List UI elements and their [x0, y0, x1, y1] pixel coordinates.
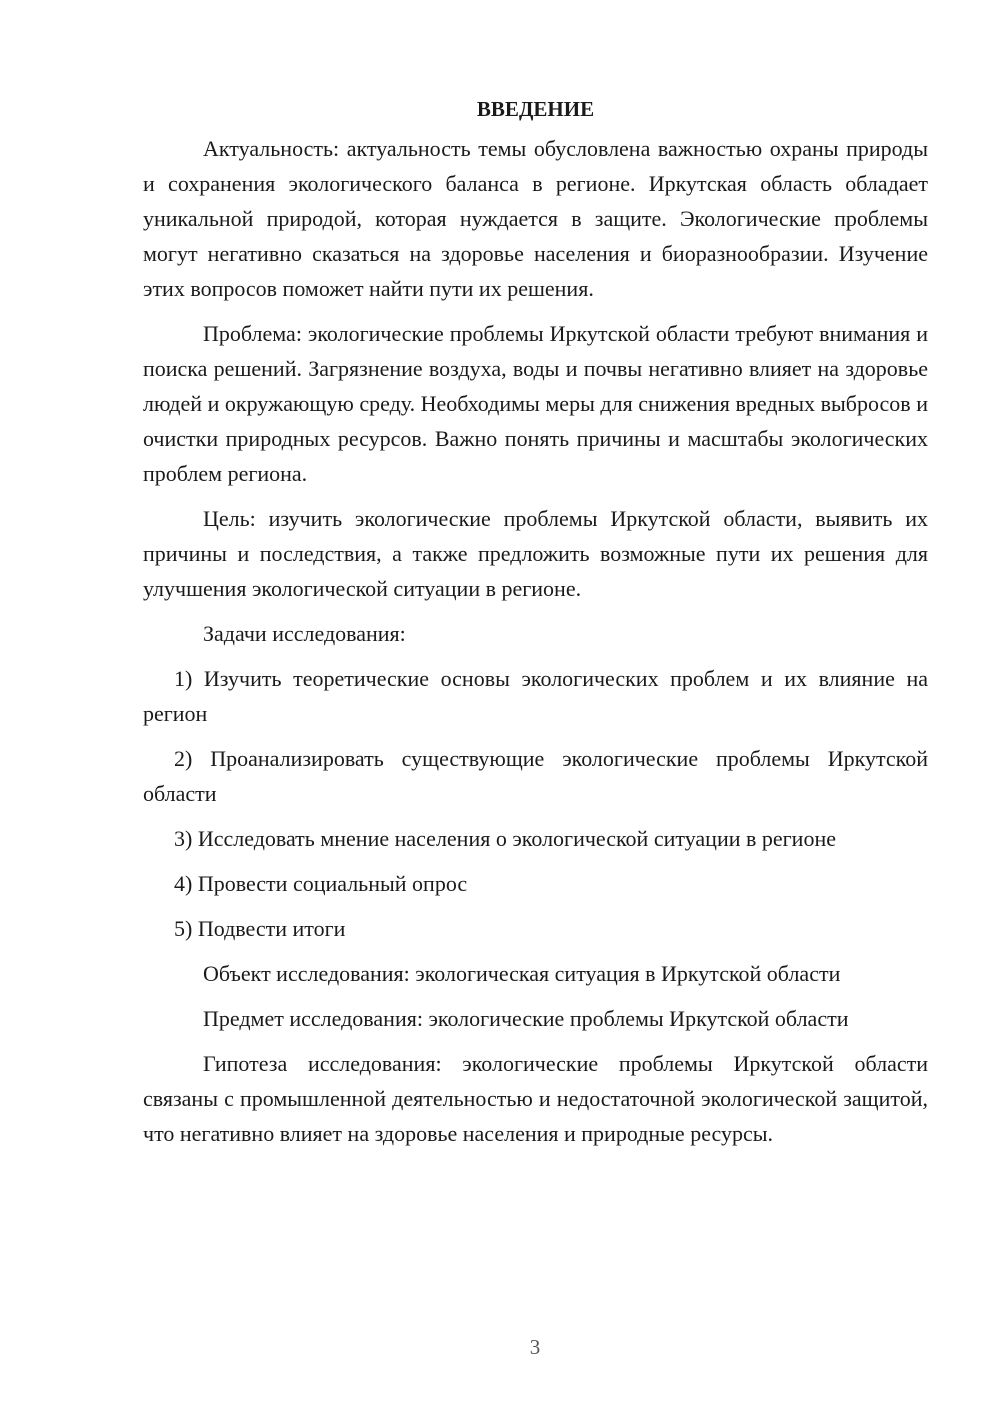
relevance-paragraph: Актуальность: актуальность темы обусловлена важностью охраны природы и сохранения экологического баланса в регионе. Иркутская область обладает уникальной природой, которая нуждается в защите. Экологические проблемы могут негативно сказаться на здоровье населения и биоразнообразии. Изучение этих вопросов поможет найти пути их решения. — [143, 136, 928, 301]
hypothesis-paragraph: Гипотеза исследования: экологические проблемы Иркутской области связаны с промышленной деятельностью и недостаточной экологической защитой, что негативно влияет на здоровье населения и природные ресурсы. — [143, 1051, 928, 1146]
goal-paragraph: Цель: изучить экологические проблемы Иркутской области, выявить их причины и последствия, а также предложить возможные пути их решения для улучшения экологической ситуации в регионе. — [143, 506, 928, 601]
page-number: 3 — [529, 1335, 541, 1359]
problem-paragraph: Проблема: экологические проблемы Иркутской области требуют внимания и поиска решений. Загрязнение воздуха, воды и почвы негативно влияет на здоровье людей и окружающую среду. Необходимы меры для снижения вредных выбросов и очистки природных ресурсов. Важно понять причины и масштабы экологических проблем региона. — [143, 321, 928, 486]
section-title: ВВЕДЕНИЕ — [476, 97, 595, 121]
task-item-4: 4) Провести социальный опрос — [174, 871, 468, 896]
task-item-3: 3) Исследовать мнение населения о экологической ситуации в регионе — [174, 826, 836, 851]
task-item-1: 1) Изучить теоретические основы экологических проблем и их влияние на регион — [143, 666, 928, 726]
subject-paragraph: Предмет исследования: экологические проблемы Иркутской области — [203, 1006, 849, 1031]
task-item-2: 2) Проанализировать существующие экологические проблемы Иркутской области — [143, 746, 928, 806]
page-content — [143, 92, 928, 1161]
tasks-heading: Задачи исследования: — [203, 621, 406, 646]
task-item-5: 5) Подвести итоги — [174, 916, 346, 941]
object-paragraph: Объект исследования: экологическая ситуация в Иркутской области — [203, 961, 841, 986]
